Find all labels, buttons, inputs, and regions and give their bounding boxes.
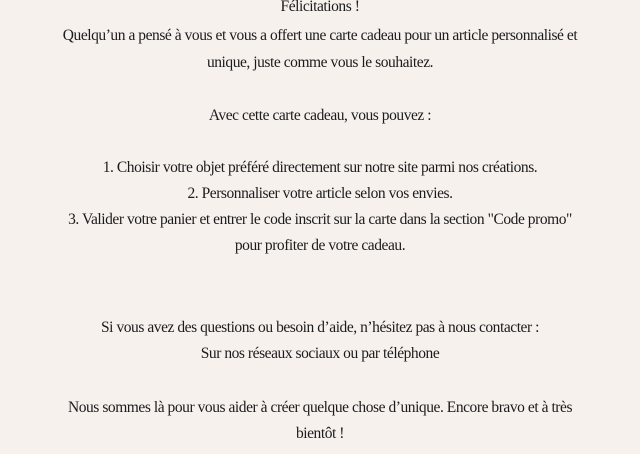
intro-line-1: Quelqu’un a pensé à vous et vous a offert une carte cadeau pour un article personnalisé et bbox=[62, 27, 578, 44]
contact-line-2: Sur nos réseaux sociaux ou par téléphone bbox=[200, 345, 440, 362]
closing-line-2: bientôt ! bbox=[295, 425, 345, 442]
contact-line-1: Si vous avez des questions ou besoin d’aide, n’hésitez pas à nous contacter : bbox=[101, 319, 539, 336]
step-3: 3. Valider votre panier et entrer le code inscrit sur la carte dans la section "Code promo" bbox=[68, 211, 572, 228]
step-1: 1. Choisir votre objet préféré directement sur notre site parmi nos créations. bbox=[102, 159, 538, 176]
message-title: Félicitations ! bbox=[280, 0, 360, 15]
closing-line-1: Nous sommes là pour vous aider à créer quelque chose d’unique. Encore bravo et à très bbox=[67, 399, 573, 416]
intro-line-2: unique, juste comme vous le souhaitez. bbox=[206, 54, 434, 71]
steps-lead: Avec cette carte cadeau, vous pouvez : bbox=[208, 107, 432, 124]
step-3-continuation: pour profiter de votre cadeau. bbox=[234, 237, 406, 254]
step-2: 2. Personnaliser votre article selon vos envies. bbox=[187, 185, 453, 202]
